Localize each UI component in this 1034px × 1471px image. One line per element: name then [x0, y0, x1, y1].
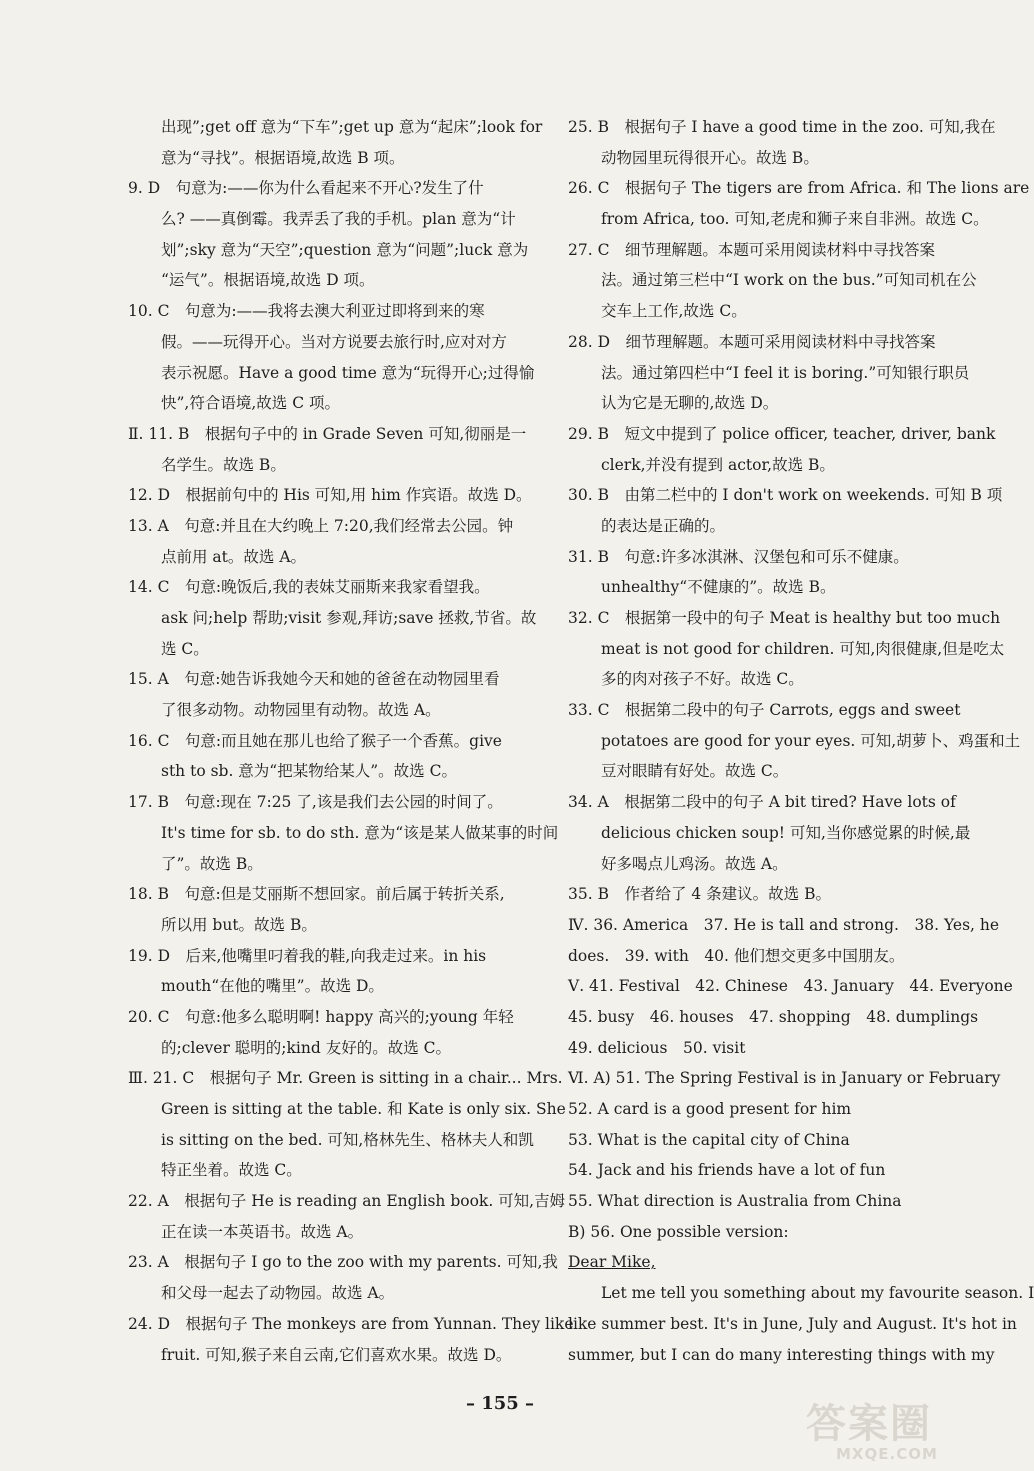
- text-line: 豆对眼睛有好处。故选 C。: [601, 762, 789, 781]
- text-line: 32. C 根据第一段中的句子 Meat is healthy but too much: [568, 609, 1001, 627]
- text-line: 正在读一本英语书。故选 A。: [161, 1222, 364, 1241]
- text-line: 交车上工作,故选 C。: [601, 302, 747, 321]
- text-line: 22. A 根据句子 He is reading an English book. 可知,吉姆: [128, 1192, 566, 1211]
- text-line: 多的肉对孩子不好。故选 C。: [601, 670, 804, 689]
- text-line: 了很多动物。动物园里有动物。故选 A。: [161, 701, 441, 720]
- text-line: Let me tell you something about my favourite season. I: [601, 1284, 1034, 1303]
- text-line: Ⅲ. 21. C 根据句子 Mr. Green is sitting in a chair... Mrs.: [128, 1069, 563, 1088]
- text-line: delicious chicken soup! 可知,当你感觉累的时候,最: [601, 823, 971, 842]
- text-line: Ⅵ. A) 51. The Spring Festival is in January or February: [568, 1069, 1001, 1088]
- text-line: fruit. 可知,猴子来自云南,它们喜欢水果。故选 D。: [161, 1345, 512, 1364]
- text-line: 的;clever 聪明的;kind 友好的。故选 C。: [161, 1038, 451, 1057]
- text-line: 的表达是正确的。: [601, 516, 726, 535]
- page-number: – 155 –: [465, 1393, 535, 1414]
- text-line: 动物园里玩得很开心。故选 B。: [601, 148, 819, 167]
- text-line: ask 问;help 帮助;visit 参观,拜访;save 拯救,节省。故: [161, 609, 537, 627]
- text-line: 表示祝愿。Have a good time 意为“玩得开心;过得愉: [161, 363, 535, 382]
- text-line: 19. D 后来,他嘴里叼着我的鞋,向我走过来。in his: [128, 946, 487, 965]
- text-line: 20. C 句意:他多么聪明啊! happy 高兴的;young 年轻: [128, 1007, 514, 1026]
- text-line: 55. What direction is Australia from China: [568, 1192, 902, 1211]
- text-line: 和父母一起去了动物园。故选 A。: [161, 1284, 395, 1303]
- text-line: 35. B 作者给了 4 条建议。故选 B。: [568, 885, 832, 904]
- left-column: [128, 112, 574, 1370]
- text-line: B) 56. One possible version:: [568, 1222, 789, 1241]
- text-line: 49. delicious 50. visit: [568, 1038, 746, 1057]
- text-line: 15. A 句意:她告诉我她今天和她的爸爸在动物园里看: [128, 670, 500, 689]
- text-line: It's time for sb. to do sth. 意为“该是某人做某事的时间: [161, 823, 559, 842]
- text-line: 出现”;get off 意为“下车”;get up 意为“起床”;look for: [161, 118, 543, 136]
- text-line: 法。通过第三栏中“I work on the bus.”可知司机在公: [601, 271, 977, 290]
- text-line: 么? ——真倒霉。我弄丢了我的手机。plan 意为“计: [161, 210, 516, 229]
- text-line: “运气”。根据语境,故选 D 项。: [161, 271, 375, 290]
- text-line: 29. B 短文中提到了 police officer, teacher, driver, bank: [568, 424, 996, 443]
- text-line: 14. C 句意:晚饭后,我的表妹艾丽斯来我家看望我。: [128, 578, 490, 597]
- text-line: 33. C 根据第二段中的句子 Carrots, eggs and sweet: [568, 701, 961, 720]
- text-line: 53. What is the capital city of China: [568, 1130, 850, 1149]
- text-line: meat is not good for children. 可知,肉很健康,但是吃太: [601, 639, 1005, 658]
- text-line: 意为“寻找”。根据语境,故选 B 项。: [161, 148, 405, 167]
- text-line: 划”;sky 意为“天空”;question 意为“问题”;luck 意为: [161, 240, 529, 259]
- text-line: like summer best. It's in June, July and August. It's hot in: [568, 1314, 1017, 1333]
- watermark-logo: [806, 1402, 996, 1466]
- text-line: 特正坐着。故选 C。: [161, 1161, 302, 1180]
- text-line: 52. A card is a good present for him: [568, 1100, 852, 1118]
- text-line: 28. D 细节理解题。本题可采用阅读材料中寻找答案: [568, 332, 936, 351]
- text-line: Ⅳ. 36. America 37. He is tall and strong. 38. Yes, he: [568, 915, 1000, 934]
- text-line: Dear Mike,: [568, 1253, 656, 1272]
- text-line: 假。——玩得开心。当对方说要去旅行时,应对对方: [161, 332, 507, 351]
- text-line: 34. A 根据第二段中的句子 A bit tired? Have lots of: [568, 793, 956, 812]
- text-line: 18. B 句意:但是艾丽斯不想回家。前后属于转折关系,: [128, 885, 505, 904]
- text-line: 27. C 细节理解题。本题可采用阅读材料中寻找答案: [568, 240, 935, 259]
- text-line: 26. C 根据句子 The tigers are from Africa. 和 The lions are: [568, 179, 1030, 198]
- text-line: unhealthy“不健康的”。故选 B。: [601, 578, 836, 597]
- text-line: mouth“在他的嘴里”。故选 D。: [161, 977, 384, 996]
- text-line: 45. busy 46. houses 47. shopping 48. dumplings: [568, 1007, 979, 1026]
- text-line: Green is sitting at the table. 和 Kate is only six. She: [161, 1100, 566, 1118]
- text-line: 9. D 句意为:——你为什么看起来不开心?发生了什: [128, 179, 484, 198]
- text-line: 30. B 由第二栏中的 I don't work on weekends. 可知 B 项: [568, 486, 1003, 505]
- text-line: 好多喝点儿鸡汤。故选 A。: [601, 854, 788, 873]
- text-line: Ⅴ. 41. Festival 42. Chinese 43. January 44. Everyone: [568, 977, 1013, 996]
- text-line: 法。通过第四栏中“I feel it is boring.”可知银行职员: [601, 363, 970, 382]
- text-line: does. 39. with 40. 他们想交更多中国朋友。: [568, 946, 905, 965]
- watermark-url: MXQE.COM: [836, 1445, 938, 1463]
- text-line: is sitting on the bed. 可知,格林先生、格林夫人和凯: [161, 1130, 534, 1149]
- watermark-text: 答案圈: [806, 1401, 932, 1447]
- text-line: 23. A 根据句子 I go to the zoo with my parents. 可知,我: [128, 1253, 558, 1272]
- text-line: 选 C。: [161, 639, 209, 658]
- text-line: 12. D 根据前句中的 His 可知,用 him 作宾语。故选 D。: [128, 486, 532, 505]
- text-line: Ⅱ. 11. B 根据句子中的 in Grade Seven 可知,彻丽是一: [128, 424, 527, 443]
- text-line: 10. C 句意为:——我将去澳大利亚过即将到来的寒: [128, 302, 485, 321]
- text-line: 点前用 at。故选 A。: [161, 547, 307, 566]
- text-line: sth to sb. 意为“把某物给某人”。故选 C。: [161, 762, 457, 781]
- text-line: 16. C 句意:而且她在那儿也给了猴子一个香蕉。give: [128, 731, 502, 750]
- text-line: 25. B 根据句子 I have a good time in the zoo. 可知,我在: [568, 118, 996, 136]
- right-column: [568, 112, 1034, 1370]
- text-line: 快”,符合语境,故选 C 项。: [161, 394, 340, 413]
- text-line: 认为它是无聊的,故选 D。: [601, 394, 779, 413]
- text-line: from Africa, too. 可知,老虎和狮子来自非洲。故选 C。: [601, 210, 989, 229]
- text-line: clerk,并没有提到 actor,故选 B。: [601, 455, 835, 474]
- text-line: 31. B 句意:许多冰淇淋、汉堡包和可乐不健康。: [568, 547, 909, 566]
- text-line: 名学生。故选 B。: [161, 455, 286, 474]
- text-line: 所以用 but。故选 B。: [161, 915, 317, 934]
- text-line: 54. Jack and his friends have a lot of fun: [568, 1161, 886, 1180]
- text-line: 了”。故选 B。: [161, 854, 263, 873]
- text-line: 24. D 根据句子 The monkeys are from Yunnan. They like: [128, 1314, 574, 1333]
- text-line: 13. A 句意:并且在大约晚上 7:20,我们经常去公园。钟: [128, 516, 514, 535]
- text-line: potatoes are good for your eyes. 可知,胡萝卜、鸡蛋和土: [601, 731, 1021, 750]
- text-line: 17. B 句意:现在 7:25 了,该是我们去公园的时间了。: [128, 793, 503, 812]
- text-line: summer, but I can do many interesting things with my: [568, 1345, 995, 1364]
